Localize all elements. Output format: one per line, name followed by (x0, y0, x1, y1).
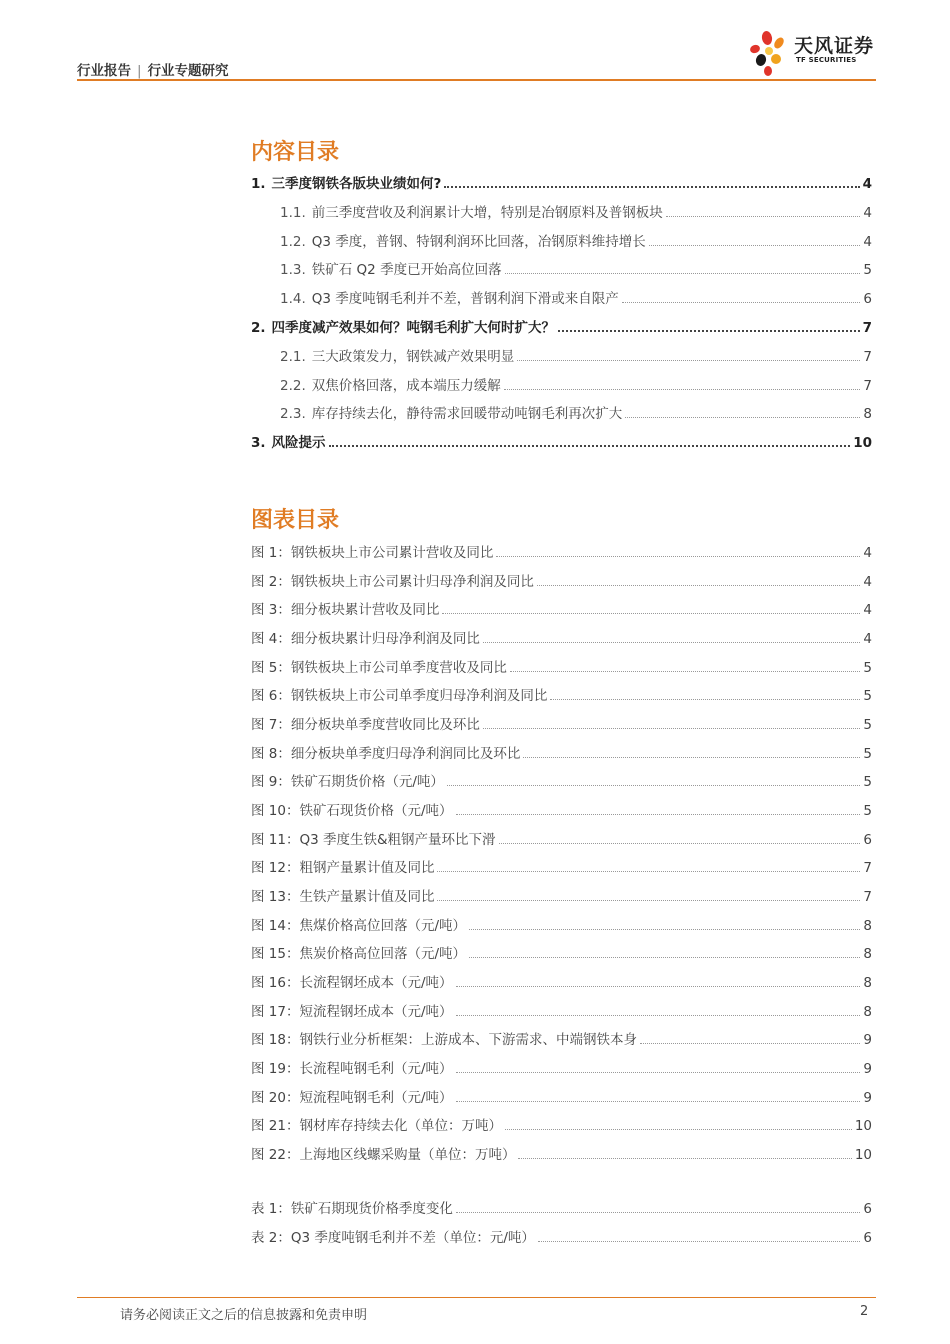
toc-label: 四季度减产效果如何？吨钢毛利扩大何时扩大？ (271, 320, 556, 336)
figure-entry[interactable] (251, 914, 872, 934)
figure-entry[interactable] (251, 1114, 872, 1134)
leader-dots (640, 1043, 860, 1044)
logo-english-name: TF SECURITIES (796, 56, 857, 64)
figure-entry[interactable] (251, 627, 872, 647)
table-entry[interactable] (251, 1226, 872, 1246)
toc-page: 5 (863, 262, 872, 278)
leader-dots (666, 216, 861, 217)
figure-entry[interactable] (251, 1057, 872, 1077)
entry-label: 图 16：长流程钢坯成本（元/吨） (251, 975, 453, 991)
entry-page: 5 (863, 688, 872, 704)
toc-label: 风险提示 (271, 435, 326, 451)
entry-label: 图 12：粗钢产量累计值及同比 (251, 860, 435, 876)
footer-disclaimer: 请务必阅读正文之后的信息披露和免责申明 (120, 1308, 368, 1323)
figure-entry[interactable] (251, 713, 872, 733)
entry-page: 8 (863, 1004, 872, 1020)
entry-page: 4 (863, 545, 872, 561)
toc-number: 1.4. (280, 291, 306, 307)
leader-dots (447, 785, 860, 786)
leader-dots (505, 1129, 852, 1130)
toc-entry[interactable] (251, 287, 872, 307)
toc-label: Q3 季度，普钢、特钢利润环比回落，冶钢原料维持增长 (311, 234, 646, 250)
tf-securities-logo (746, 31, 876, 77)
entry-label: 图 13：生铁产量累计值及同比 (251, 889, 435, 905)
entry-label: 图 7：细分板块单季度营收同比及环比 (251, 717, 480, 733)
toc-number: 3. (251, 435, 266, 451)
leader-dots (499, 843, 861, 844)
entry-label: 图 3：细分板块累计营收及同比 (251, 602, 440, 618)
toc-label: 库存持续去化，静待需求回暖带动吨钢毛利再次扩大 (311, 406, 623, 422)
toc-label: 三季度钢铁各版块业绩如何? (271, 176, 442, 192)
figure-entry[interactable] (251, 885, 872, 905)
figure-entry[interactable] (251, 856, 872, 876)
leader-dots (442, 613, 860, 614)
leader-dots (483, 642, 861, 643)
toc-number: 1.1. (280, 205, 306, 221)
footer-divider (77, 1297, 876, 1298)
page-number: 2 (860, 1304, 869, 1319)
entry-label: 图 14：焦煤价格高位回落（元/吨） (251, 918, 467, 934)
leader-dots (437, 900, 860, 901)
leader-dots (456, 1212, 861, 1213)
toc-title: 内容目录 (251, 140, 340, 165)
leader-dots (538, 1241, 860, 1242)
entry-label: 图 21：钢材库存持续去化（单位：万吨） (251, 1118, 502, 1134)
leader-dots (496, 556, 860, 557)
entry-label: 图 1：钢铁板块上市公司累计营收及同比 (251, 545, 494, 561)
leader-dots (558, 330, 860, 332)
entry-label: 图 5：钢铁板块上市公司单季度营收及同比 (251, 660, 507, 676)
leader-dots (456, 814, 861, 815)
subcategory-label: 行业专题研究 (147, 63, 229, 79)
toc-page: 4 (862, 176, 872, 192)
toc-number: 1.3. (280, 262, 306, 278)
leader-dots (456, 1015, 861, 1016)
entry-label: 图 17：短流程钢坯成本（元/吨） (251, 1004, 453, 1020)
figure-entry[interactable] (251, 742, 872, 762)
entry-page: 5 (863, 746, 872, 762)
entry-page: 7 (863, 889, 872, 905)
toc-number: 2.1. (280, 349, 306, 365)
figure-entry[interactable] (251, 1086, 872, 1106)
toc-entry[interactable] (251, 374, 872, 394)
figure-entry[interactable] (251, 942, 872, 962)
entry-page: 5 (863, 803, 872, 819)
leader-dots (456, 986, 861, 987)
entry-page: 10 (854, 1118, 872, 1134)
toc-page: 4 (863, 205, 872, 221)
entry-label: 图 18：钢铁行业分析框架：上游成本、下游需求、中端钢铁本身 (251, 1032, 637, 1048)
logo-chinese-name: 天风证券 (794, 35, 875, 57)
entry-label: 图 15：焦炭价格高位回落（元/吨） (251, 946, 467, 962)
entry-label: 图 6：钢铁板块上市公司单季度归母净利润及同比 (251, 688, 548, 704)
figure-entry[interactable] (251, 684, 872, 704)
figure-entry[interactable] (251, 598, 872, 618)
leader-dots (510, 671, 861, 672)
entry-page: 4 (863, 631, 872, 647)
entry-page: 5 (863, 717, 872, 733)
entry-page: 6 (863, 1230, 872, 1246)
figure-entry[interactable] (251, 1028, 872, 1048)
entry-page: 8 (863, 946, 872, 962)
toc-entry[interactable] (251, 345, 872, 365)
leader-dots (437, 871, 860, 872)
entry-page: 9 (863, 1032, 872, 1048)
figure-entry[interactable] (251, 656, 872, 676)
toc-number: 1.2. (280, 234, 306, 250)
table-entry[interactable] (251, 1197, 872, 1217)
toc-entry[interactable] (251, 230, 872, 250)
toc-page: 10 (853, 435, 872, 451)
toc-page: 4 (863, 234, 872, 250)
toc-entry[interactable] (251, 431, 872, 451)
figure-entry[interactable] (251, 1143, 872, 1163)
figure-entry[interactable] (251, 799, 872, 819)
leader-dots (649, 245, 861, 246)
entry-label: 表 2：Q3 季度吨钢毛利并不差（单位：元/吨） (251, 1230, 535, 1246)
toc-page: 6 (863, 291, 872, 307)
entry-page: 7 (863, 860, 872, 876)
leader-dots (456, 1101, 861, 1102)
toc-number: 2.2. (280, 378, 306, 394)
figures-title: 图表目录 (251, 508, 340, 533)
entry-page: 6 (863, 1201, 872, 1217)
leader-dots (550, 699, 860, 700)
toc-page: 7 (863, 349, 872, 365)
entry-label: 图 22：上海地区线螺采购量（单位：万吨） (251, 1147, 516, 1163)
toc-entry[interactable] (251, 316, 872, 336)
figure-entry[interactable] (251, 1000, 872, 1020)
toc-label: 铁矿石 Q2 季度已开始高位回落 (311, 262, 502, 278)
leader-dots (517, 360, 860, 361)
entry-page: 9 (863, 1061, 872, 1077)
figure-entry[interactable] (251, 770, 872, 790)
toc-page: 8 (863, 406, 872, 422)
entry-page: 4 (863, 574, 872, 590)
toc-entry[interactable] (251, 402, 872, 422)
category-label: 行业报告 (77, 63, 131, 79)
entry-label: 图 11：Q3 季度生铁&粗钢产量环比下滑 (251, 832, 496, 848)
entry-label: 图 8：细分板块单季度归母净利润同比及环比 (251, 746, 521, 762)
toc-entry[interactable] (251, 201, 872, 221)
leader-dots (518, 1158, 851, 1159)
leader-dots (444, 186, 859, 188)
header-separator: | (137, 63, 142, 79)
toc-page: 7 (863, 378, 872, 394)
entry-page: 4 (863, 602, 872, 618)
toc-number: 1. (251, 176, 266, 192)
entry-label: 图 2：钢铁板块上市公司累计归母净利润及同比 (251, 574, 534, 590)
entry-page: 10 (854, 1147, 872, 1163)
toc-label: 前三季度营收及利润累计大增，特别是冶钢原料及普钢板块 (311, 205, 663, 221)
entry-page: 5 (863, 660, 872, 676)
entry-page: 8 (863, 918, 872, 934)
toc-label: 三大政策发力，钢铁减产效果明显 (311, 349, 515, 365)
leader-dots (469, 957, 860, 958)
entry-label: 图 19：长流程吨钢毛利（元/吨） (251, 1061, 453, 1077)
header-divider (77, 79, 876, 81)
figure-entry[interactable] (251, 541, 872, 561)
entry-label: 图 4：细分板块累计归母净利润及同比 (251, 631, 480, 647)
leader-dots (504, 389, 861, 390)
leader-dots (523, 757, 860, 758)
entry-page: 9 (863, 1090, 872, 1106)
toc-entry[interactable] (251, 172, 872, 192)
leader-dots (483, 728, 861, 729)
figure-entry[interactable] (251, 971, 872, 991)
page-header (77, 35, 876, 81)
entry-page: 6 (863, 832, 872, 848)
toc-entry[interactable] (251, 258, 872, 278)
entry-label: 图 10：铁矿石现货价格（元/吨） (251, 803, 453, 819)
figure-entry[interactable] (251, 828, 872, 848)
toc-label: 双焦价格回落，成本端压力缓解 (311, 378, 501, 394)
leader-dots (537, 585, 861, 586)
leader-dots (329, 445, 851, 447)
leader-dots (505, 273, 861, 274)
toc-number: 2.3. (280, 406, 306, 422)
report-category (77, 59, 229, 79)
entry-page: 8 (863, 975, 872, 991)
leader-dots (469, 929, 860, 930)
toc-page: 7 (862, 320, 872, 336)
leader-dots (625, 417, 860, 418)
figure-entry[interactable] (251, 570, 872, 590)
toc-label: Q3 季度吨钢毛利并不差，普钢利润下滑或来自限产 (311, 291, 619, 307)
leader-dots (622, 302, 861, 303)
leader-dots (456, 1072, 861, 1073)
entry-label: 图 20：短流程吨钢毛利（元/吨） (251, 1090, 453, 1106)
entry-label: 图 9：铁矿石期货价格（元/吨） (251, 774, 444, 790)
flower-logo-icon (746, 31, 794, 77)
entry-page: 5 (863, 774, 872, 790)
toc-number: 2. (251, 320, 266, 336)
entry-label: 表 1：铁矿石期现货价格季度变化 (251, 1201, 453, 1217)
